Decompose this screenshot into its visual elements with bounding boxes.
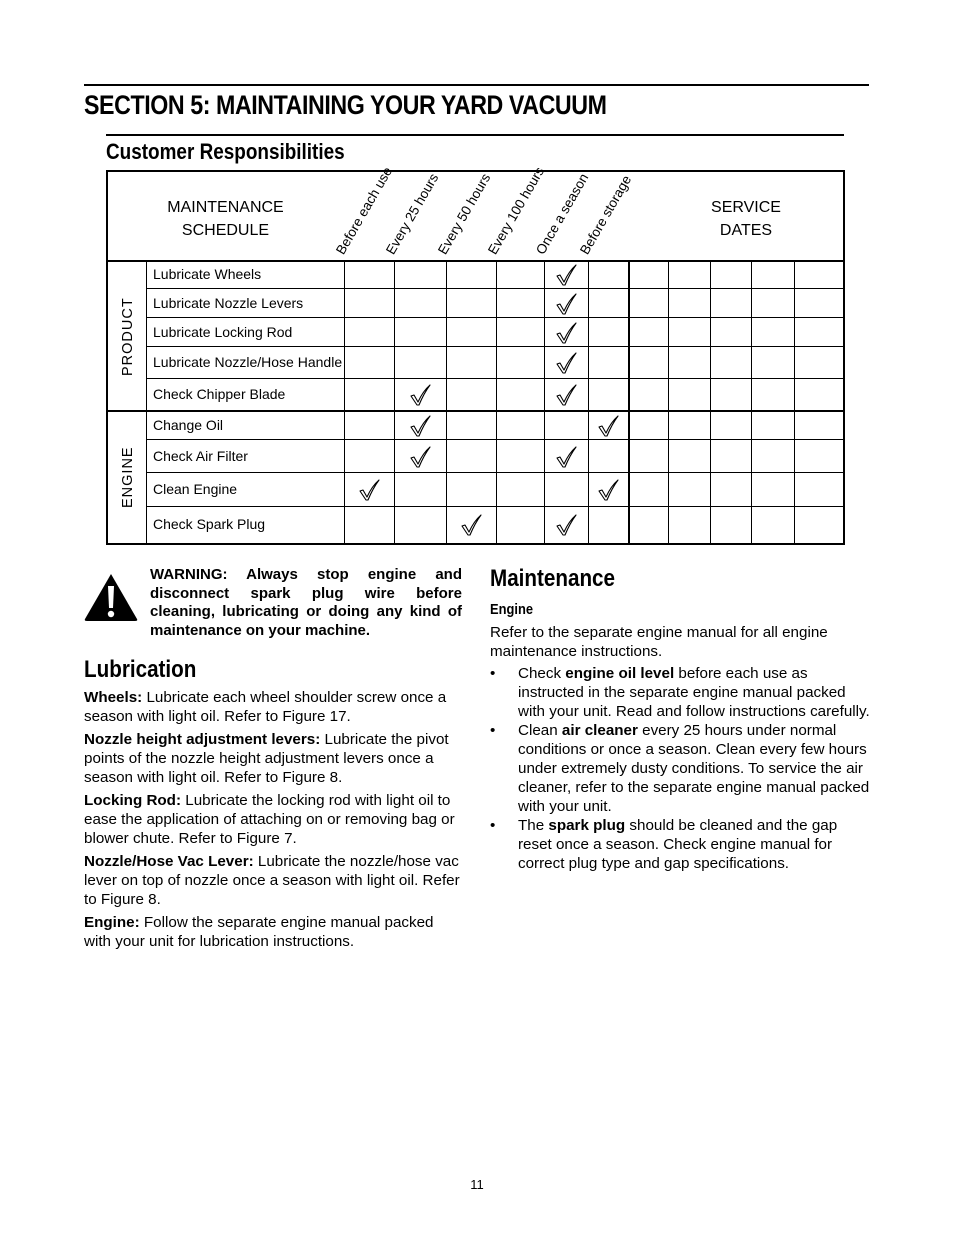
task-label: Lubricate Nozzle/Hose Handle [153,354,343,370]
table-row-line [108,260,843,262]
group-col-line [146,261,147,543]
table-row-line [108,410,843,412]
header-right-line-1: SERVICE [711,199,781,216]
lubrication-item-text: Follow the separate engine manual packed with your unit for lubrication instructions. [84,914,434,950]
header-service-dates [686,196,806,242]
top-rule [84,84,869,86]
lubrication-item-text: Lubricate the locking rod with light oil to ease the application of attaching on or removing bag or blower chute. Refer to Figure 7. [84,792,455,847]
column-heading: Once a season [533,170,592,257]
table-row-line [146,472,843,473]
maintenance-bullet-list [490,664,870,873]
header-right-line-2: DATES [719,222,773,239]
subsection-title: Customer Responsibilities [106,139,345,164]
checkmark-icon [408,445,432,469]
task-label: Lubricate Wheels [153,266,262,282]
lubrication-item-label: Wheels: [84,689,143,706]
lubrication-item [84,688,462,726]
maintenance-bullet [490,664,870,721]
checkmark-icon [554,321,578,345]
column-heading: Every 100 hours [485,164,548,257]
table-row-line [146,317,843,318]
lubrication-item-text: Lubricate the pivot points of the nozzle height adjustment levers once a season with light oil. Refer to Figure 8. [84,731,449,786]
task-label: Check Spark Plug [153,516,266,532]
task-label: Lubricate Locking Rod [153,323,293,340]
warning-text: WARNING: Always stop engine and disconnect spark plug wire before cleaning, lubricating or doing any kind of maintenance on your machine. [150,566,462,639]
bullet-keyword: air cleaner [561,722,638,739]
checkmark-icon [554,263,578,287]
lubrication-item-label: Engine: [84,914,140,931]
header-left-line-1: MAINTENANCE [167,199,284,216]
column-heading: Before each use [333,164,396,257]
bullet-text: Check [518,665,566,682]
engine-heading: Engine [490,601,534,618]
sub-rule [106,134,844,136]
checkmark-icon [357,478,381,502]
bullet-text: The [518,817,549,834]
checkmark-icon [554,351,578,375]
lubrication-title: Lubrication [84,656,197,683]
bullet-keyword: spark plug [548,817,626,834]
lubrication-item [84,730,462,787]
maintenance-intro: Refer to the separate engine manual for all engine maintenance instructions. [490,624,828,660]
table-row-line [146,439,843,440]
table-col-line [588,261,589,543]
table-row-line [146,378,843,379]
column-heading: Every 50 hours [435,170,494,257]
table-col-line [628,261,630,543]
maintenance-bullet [490,816,870,873]
bullet-keyword: engine oil level [565,665,675,682]
header-left-line-2: SCHEDULE [181,222,270,239]
task-label: Check Chipper Blade [153,386,286,402]
lubrication-item [84,852,462,909]
table-col-line [394,261,395,543]
table-col-line [794,261,795,543]
column-heading: Before storage [577,172,635,257]
task-label: Lubricate Nozzle Levers [153,294,304,311]
checkmark-icon [459,513,483,537]
table-col-line [751,261,752,543]
table-row-line [146,288,843,289]
maintenance-title: Maintenance [490,565,616,592]
checkmark-icon [554,292,578,316]
header-maintenance-schedule [158,196,293,242]
maintenance-bullet [490,721,870,816]
table-col-line [668,261,669,543]
column-heading: Every 25 hours [383,170,442,257]
table-col-line [544,261,545,543]
checkmark-icon [596,414,620,438]
lubrication-item-label: Nozzle height adjustment levers: [84,731,321,748]
task-label: Check Air Filter [153,447,248,464]
section-title: SECTION 5: MAINTAINING YOUR YARD VACUUM [84,90,607,120]
warning-triangle-icon [83,572,139,622]
checkmark-icon [596,478,620,502]
maintenance-schedule-table [106,164,845,545]
table-col-line [446,261,447,543]
table-col-line [496,261,497,543]
lubrication-item-text: Lubricate each wheel shoulder screw once a season with light oil. Refer to Figure 17. [84,689,447,725]
checkmark-icon [408,383,432,407]
lubrication-item-text: Lubricate the nozzle/hose vac lever on top of nozzle once a season with light oil. Refer to Figure 8. [84,853,460,908]
checkmark-icon [554,513,578,537]
lubrication-item [84,791,462,848]
lubrication-item-label: Locking Rod: [84,792,182,809]
checkmark-icon [554,383,578,407]
group-label-product: PRODUCT [120,296,136,376]
checkmark-icon [408,414,432,438]
bullet-text: should be cleaned and the gap reset once a season. Check engine manual for correct plug type and gap specifications. [518,817,838,872]
table-col-line [710,261,711,543]
checkmark-icon [554,445,578,469]
bullet-text: every 25 hours under normal conditions or once a season. Clean every few hours under extremely dusty conditions. To service the air cleaner, refer to the separate engine manual packed with your unit. [518,722,870,815]
table-row-line [146,506,843,507]
page-number: 11 [470,1177,484,1192]
lubrication-item [84,913,462,951]
bullet-text: Clean [518,722,562,739]
task-label: Change Oil [153,416,224,433]
task-label: Clean Engine [153,481,238,497]
bullet-text: before each use as instructed in the separate engine manual packed with your unit. Read and follow instructions carefully. [518,665,870,720]
lubrication-item-label: Nozzle/Hose Vac Lever: [84,853,254,870]
group-label-engine: ENGINE [120,446,136,508]
table-col-line [344,261,345,543]
table-row-line [146,346,843,347]
